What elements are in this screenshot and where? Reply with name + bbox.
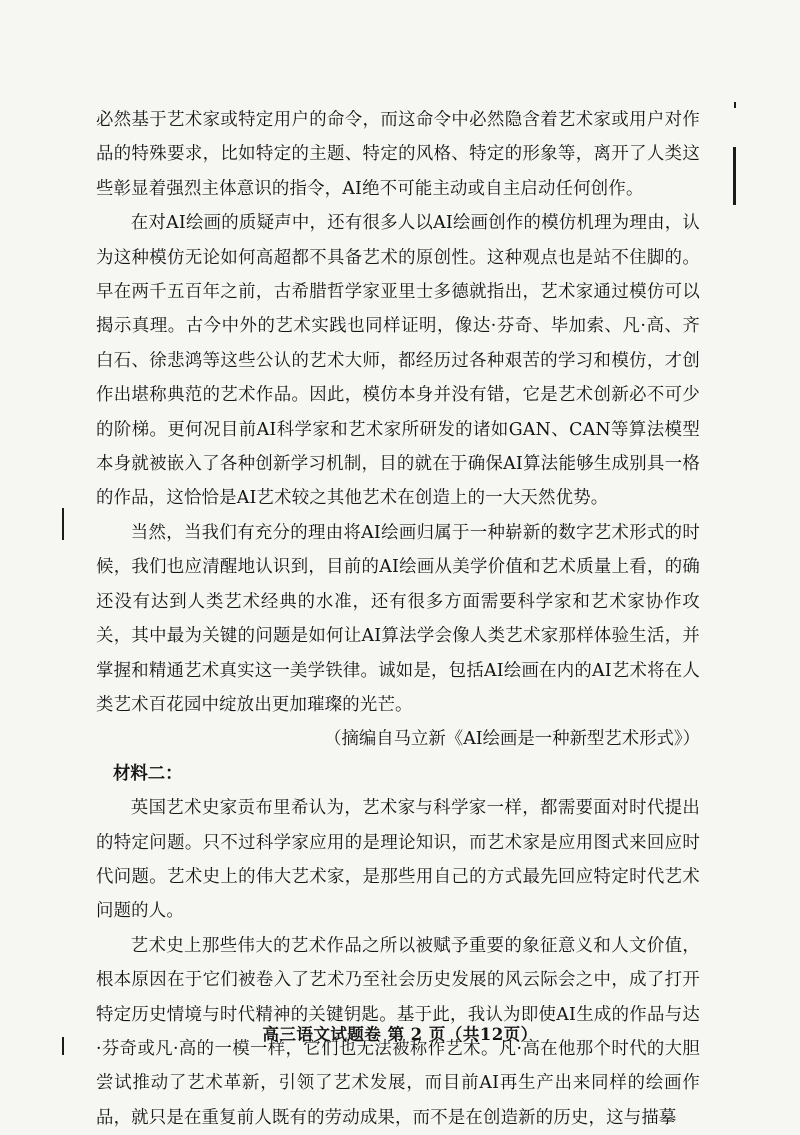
material2-heading: 材料二： [113, 763, 183, 784]
article-body [96, 103, 700, 1135]
paragraph-continued: 必然基于艺术家或特定用户的命令，而这命令中必然隐含着艺术家或用户对作品的特殊要求，比如特定的主题、特定的风格、特定的形象等，离开了人类这些彰显着强烈主体意识的指令，AI绝不可能主动或自主启动任何创作。 [96, 110, 700, 199]
paragraph: 当然，当我们有充分的理由将AI绘画归属于一种崭新的数字艺术形式的时候，我们也应清醒地认识到，目前的AI绘画从美学价值和艺术质量上看，的确还没有达到人类艺术经典的水准，还有很多方面需要科学家和艺术家协作攻关，其中最为关键的问题是如何让AI算法学会像人类艺术家那样体验生活，并掌握和精通艺术真实这一美学铁律。诚如是，包括AI绘画在内的AI艺术将在人类艺术百花园中绽放出更加璀璨的光芒。 [96, 522, 700, 715]
paragraph: 在对AI绘画的质疑声中，还有很多人以AI绘画创作的模仿机理为理由，认为这种模仿无论如何高超都不具备艺术的原创性。这种观点也是站不住脚的。早在两千五百年之前，古希腊哲学家亚里士多德就指出，艺术家通过模仿可以揭示真理。古今中外的艺术实践也同样证明，像达·芬奇、毕加索、凡·高、齐白石、徐悲鸿等这些公认的艺术大师，都经历过各种艰苦的学习和模仿，才创作出堪称典范的艺术作品。因此，模仿本身并没有错，它是艺术创新必不可少的阶梯。更何况目前AI科学家和艺术家所研发的诸如GAN、CAN等算法模型本身就被嵌入了各种创新学习机制，目的就在于确保AI算法能够生成别具一格的作品，这恰恰是AI艺术较之其他艺术在创造上的一大天然优势。 [96, 213, 700, 509]
scan-mark [734, 102, 736, 108]
scan-mark [62, 508, 64, 540]
source-citation: （摘编自马立新《AI绘画是一种新型艺术形式》） [324, 729, 700, 750]
scan-mark [733, 147, 736, 205]
paragraph: 艺术史上那些伟大的艺术作品之所以被赋予重要的象征意义和人文价值，根本原因在于它们被卷入了艺术乃至社会历史发展的风云际会之中，成了打开特定历史情境与时代精神的关键钥匙。基于此，我认为即使AI生成的作品与达·芬奇或凡·高的一模一样，它们也无法被称作艺术。凡·高在他那个时代的大胆尝试推动了艺术革新，引领了艺术发展，而目前AI再生产出来同样的绘画作品，就只是在重复前人既有的劳动成果，而不是在创造新的历史，这与描摹 [96, 935, 700, 1128]
page-footer: 高三语文试题卷 第 2 页（共12页） [262, 1024, 538, 1044]
paragraph: 英国艺术史家贡布里希认为，艺术家与科学家一样，都需要面对时代提出的特定问题。只不过科学家应用的是理论知识，而艺术家是应用图式来回应时代问题。艺术史上的伟大艺术家，是那些用自己的方式最先回应特定时代艺术问题的人。 [96, 798, 700, 922]
